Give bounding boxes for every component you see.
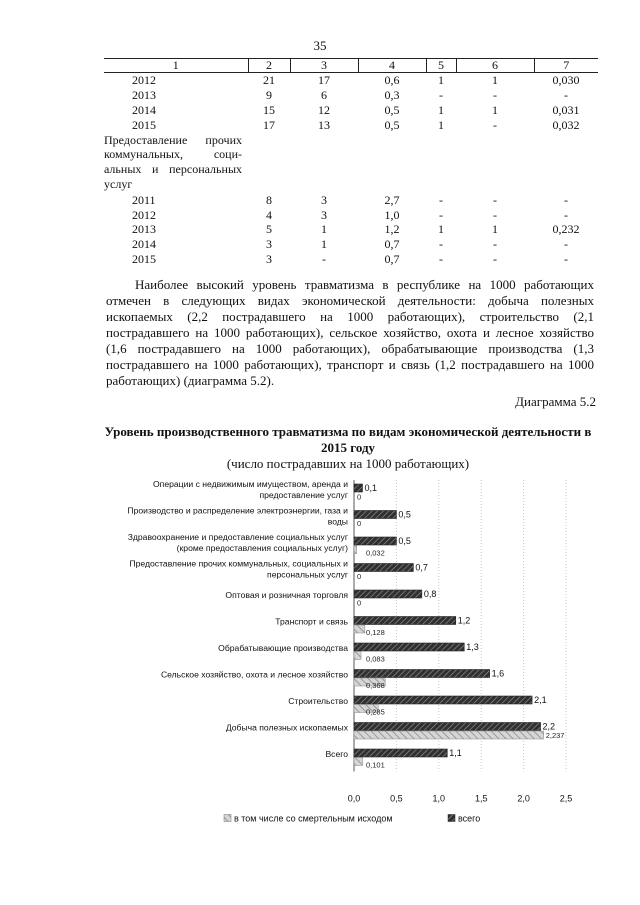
row-year: 2015 <box>132 118 156 133</box>
table-cell: - <box>564 252 568 267</box>
bar-fatal-label: 0 <box>357 519 362 528</box>
category-label: Сельское хозяйство, охота и лесное хозяйство <box>160 669 348 680</box>
table-cell: 1 <box>492 222 498 237</box>
table-cell: - <box>439 237 443 252</box>
table-cell: 5 <box>266 222 272 237</box>
x-tick-label: 1,0 <box>432 793 446 804</box>
bar-total-label: 2,2 <box>542 721 556 732</box>
bar-fatal-label: 0 <box>357 572 362 581</box>
body-paragraph: Наиболее высокий уровень травматизма в республике на 1000 работающих отмечен в следующих видах экономической деятельности: добыча полезных ископаемых (2,2 пострадавшего на 1000 работающих), строительство (2,1 пострадавшего на 1000 работающих), сельское хозяйство, охота и лесное хозяйство (1,6 пострадавшего на 1000 работающих), обрабатывающие производства (1,3 пострадавшего на 1000 работающих), транспорт и связь (1,2 пострадавшего на 1000 работающих) (диаграмма 5.2). <box>106 277 594 388</box>
bar-total-label: 0,5 <box>398 536 411 546</box>
bar-total-label: 2,1 <box>534 695 547 705</box>
bar-total-label: 1,1 <box>449 748 462 758</box>
bar-total-label: 1,2 <box>457 615 471 626</box>
bar-fatal <box>354 731 544 739</box>
table-cell: 9 <box>266 88 272 103</box>
bar-fatal-label: 0,128 <box>366 628 385 637</box>
table-cell: 0,031 <box>552 103 580 118</box>
table-header-cell: 7 <box>534 59 598 73</box>
legend-label-total: всего <box>458 813 481 824</box>
table-cell: 2,7 <box>384 192 400 207</box>
category-label: Производство и распределение электроэнергии, газа и <box>127 505 348 516</box>
category-label: Добыча полезных ископаемых <box>225 722 348 733</box>
bar-total <box>354 643 464 651</box>
table-cell: 17 <box>318 73 330 88</box>
row-year: 2012 <box>132 207 156 222</box>
bar-fatal-label: 0,101 <box>366 760 385 770</box>
table-cell: 3 <box>321 192 327 207</box>
bar-total <box>354 696 532 704</box>
table-cell: 1 <box>438 222 444 237</box>
table-cell: 17 <box>263 118 275 133</box>
table-cell: 0,032 <box>552 118 580 133</box>
table-cell: 3 <box>266 237 272 252</box>
table-cell: 1,2 <box>384 222 400 237</box>
chart-subtitle: (число пострадавших на 1000 работающих) <box>226 456 470 471</box>
table-header-cell: 3 <box>290 59 358 73</box>
legend-swatch-fatal <box>224 815 231 822</box>
bar-fatal-label: 2,237 <box>545 731 565 740</box>
table-cell: 0,3 <box>384 88 400 103</box>
category-label: Обрабатывающие производства <box>218 643 348 653</box>
table-header-cell: 5 <box>426 59 456 73</box>
row-year: 2015 <box>132 252 156 267</box>
table-cell: 0,5 <box>384 103 400 118</box>
bar-fatal-label: 0 <box>357 492 362 502</box>
table-header-cell: 1 <box>104 59 248 73</box>
category-label: персональных услуг <box>267 569 348 580</box>
category-label: предоставление услуг <box>259 490 348 500</box>
bar-total-label: 0,5 <box>398 509 411 520</box>
table-cell: 3 <box>266 252 272 267</box>
page-number: 35 <box>313 38 327 53</box>
table-cell: 15 <box>263 103 275 118</box>
bar-fatal-label: 0,368 <box>366 681 385 690</box>
row-year: 2014 <box>132 103 156 118</box>
bar-fatal <box>354 652 361 660</box>
table-cell: 0,5 <box>384 118 400 133</box>
x-tick-label: 1,5 <box>474 793 488 804</box>
bar-fatal-label: 0,032 <box>366 548 385 558</box>
bar-fatal-label: 0,285 <box>366 707 385 717</box>
table-cell: - <box>439 207 443 222</box>
table-cell: 1 <box>438 118 444 133</box>
bar-total <box>354 617 456 625</box>
category-label: Строительство <box>288 696 348 706</box>
category-label: Здравоохранение и предоставление социальных услуг <box>127 532 348 542</box>
table-cell: 0,7 <box>384 252 400 267</box>
table-header-cell: 6 <box>456 59 534 73</box>
bar-total <box>354 723 541 731</box>
x-tick-label: 2,0 <box>517 793 530 804</box>
table-cell: - <box>322 252 326 267</box>
x-tick-label: 0,5 <box>390 793 403 804</box>
bar-total-label: 1,6 <box>491 668 505 679</box>
category-label: Предоставление прочих коммунальных, соци- альных и персональных услуг <box>104 132 242 192</box>
bar-total <box>354 564 413 572</box>
legend-label-fatal: в том числе со смертельным исходом <box>234 813 393 824</box>
table-cell: - <box>493 118 497 133</box>
row-year: 2012 <box>132 73 156 88</box>
table-cell: 12 <box>318 103 330 118</box>
bar-fatal-label: 0,083 <box>366 654 385 664</box>
table-cell: - <box>564 207 568 222</box>
row-year: 2013 <box>132 222 156 237</box>
table-cell: - <box>493 237 497 252</box>
table-cell: 0,7 <box>384 237 400 252</box>
table-cell: - <box>493 88 497 103</box>
table-header-cell: 4 <box>358 59 426 73</box>
table-cell: - <box>493 207 497 222</box>
bar-total <box>354 670 490 678</box>
table-cell: - <box>493 252 497 267</box>
bar-fatal <box>354 758 363 766</box>
category-label: Оптовая и розничная торговля <box>225 590 348 600</box>
table-cell: 1 <box>492 103 498 118</box>
table-cell: 0,6 <box>384 73 400 88</box>
bar-fatal <box>354 625 365 633</box>
x-tick-label: 0,0 <box>347 793 361 804</box>
table-cell: - <box>564 88 568 103</box>
bar-total <box>354 484 362 492</box>
chart-title: Уровень производственного травматизма по видам экономической деятельности в 2015 году <box>104 424 592 455</box>
category-label: Предоставление прочих коммунальных, социальных и <box>129 558 348 569</box>
table-cell: - <box>439 88 443 103</box>
table-cell: 21 <box>263 73 275 88</box>
table-cell: - <box>564 192 568 207</box>
table-cell: 0,232 <box>552 222 580 237</box>
category-label: Операции с недвижимым имуществом, аренда и <box>152 479 348 489</box>
bar-total <box>354 590 422 598</box>
bar-total-label: 0,8 <box>423 589 437 599</box>
row-year: 2013 <box>132 88 156 103</box>
table-cell: 8 <box>266 192 272 207</box>
table-cell: - <box>439 252 443 267</box>
table-cell: - <box>564 237 568 252</box>
table-cell: 4 <box>266 207 272 222</box>
bar-fatal-label: 0 <box>357 598 362 608</box>
table-cell: 6 <box>321 88 327 103</box>
bar-total <box>354 537 396 545</box>
row-year: 2011 <box>132 192 156 207</box>
diagram-label: Диаграмма 5.2 <box>515 394 596 409</box>
bar-total-label: 0,1 <box>364 483 377 493</box>
bar-total <box>354 749 447 757</box>
table-cell: 3 <box>321 207 327 222</box>
table-cell: 13 <box>318 118 330 133</box>
table-cell: - <box>493 192 497 207</box>
row-year: 2014 <box>132 237 156 252</box>
category-label: (кроме предоставления социальных услуг) <box>176 543 348 553</box>
category-label: Транспорт и связь <box>275 616 348 627</box>
legend-swatch-total <box>448 815 455 822</box>
table-cell: - <box>439 192 443 207</box>
table-cell: 1 <box>492 73 498 88</box>
table-header-cell: 2 <box>248 59 290 73</box>
bar-fatal <box>354 546 357 554</box>
category-label: Всего <box>325 749 348 759</box>
table-cell: 1,0 <box>384 207 400 222</box>
bar-total <box>354 511 396 519</box>
bar-total-label: 0,7 <box>415 562 428 573</box>
table-cell: 1 <box>438 103 444 118</box>
bar-total-label: 1,3 <box>466 642 479 652</box>
table-cell: 0,030 <box>552 73 580 88</box>
table-cell: 1 <box>321 222 327 237</box>
table-cell: 1 <box>438 73 444 88</box>
category-label: воды <box>327 516 348 527</box>
table-cell: 1 <box>321 237 327 252</box>
x-tick-label: 2,5 <box>559 793 573 804</box>
